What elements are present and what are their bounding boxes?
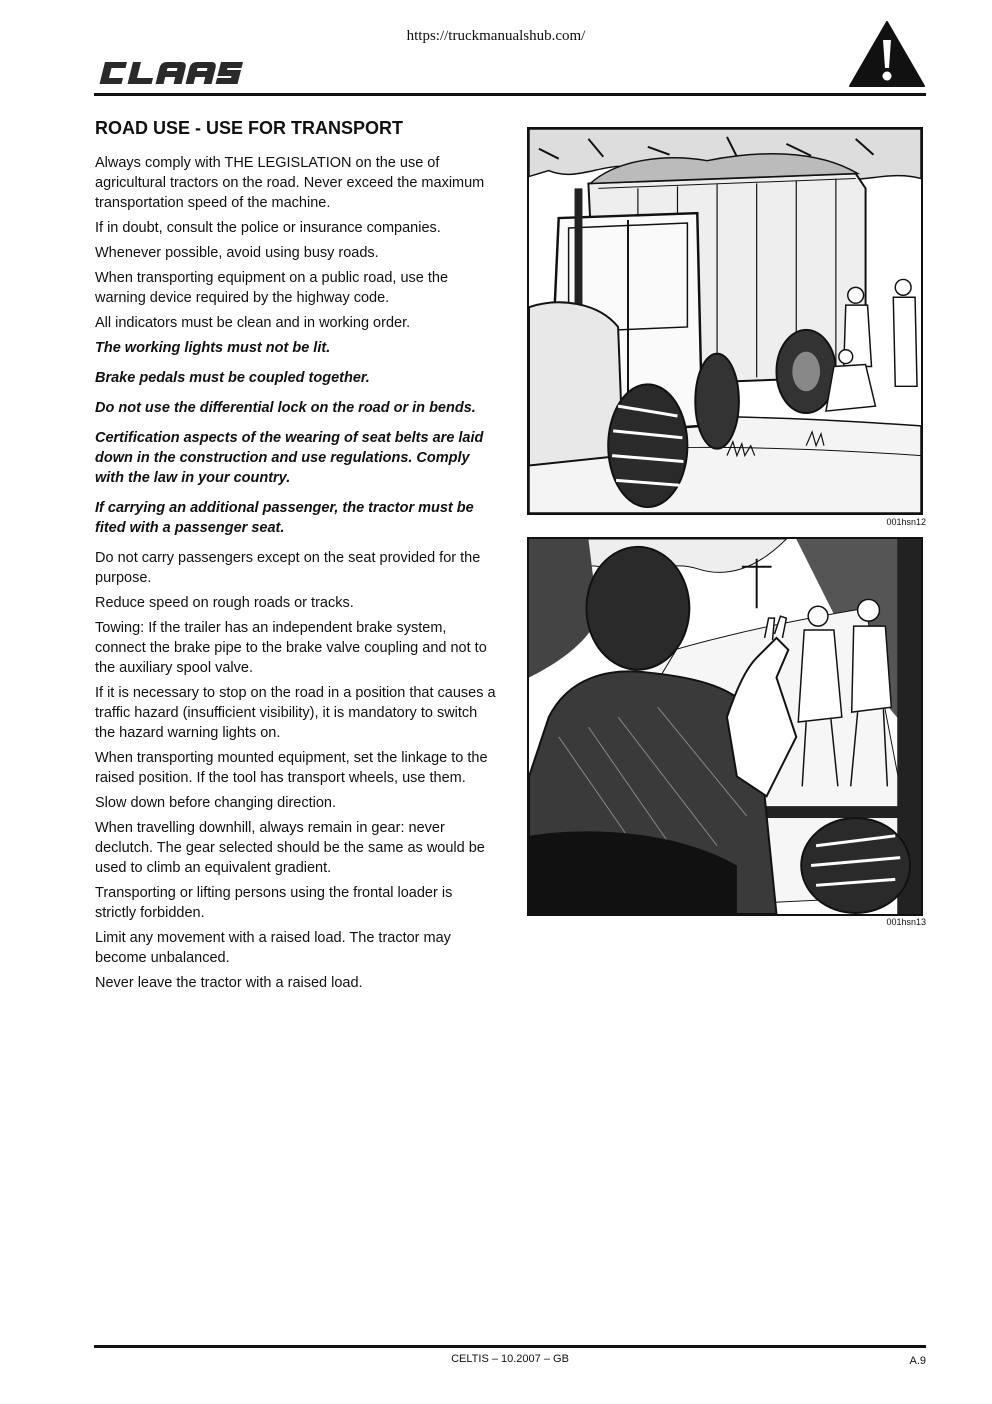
paragraph-legislation: Always comply with THE LEGISLATION on the use of agricultural tractors on the road. Never exceed the maximum transportation speed of the machine.	[95, 155, 485, 211]
header-rule	[94, 93, 926, 96]
illustration-tractor-trailer	[527, 127, 923, 515]
paragraph-consult: If in doubt, consult the police or insurance companies.	[95, 220, 441, 236]
warning-working-lights: The working lights must not be lit.	[95, 340, 331, 356]
section-title: ROAD USE - USE FOR TRANSPORT	[95, 118, 404, 138]
paragraph-slow-down: Slow down before changing direction.	[95, 795, 337, 811]
warning-brake-pedals: Brake pedals must be coupled together.	[95, 370, 370, 386]
paragraph-frontal-loader: Transporting or lifting persons using the frontal loader is strictly forbidden.	[95, 885, 453, 921]
paragraph-raised-load: Limit any movement with a raised load. The tractor may become unbalanced.	[95, 930, 451, 966]
page-number: A.9	[909, 1355, 926, 1367]
paragraph-towing: Towing: If the trailer has an independent brake system, connect the brake pipe to the brake valve coupling and not to the auxiliary spool valve.	[95, 620, 487, 676]
figure-caption: 001hsn13	[886, 917, 926, 927]
paragraph-passengers: Do not carry passengers except on the seat provided for the purpose.	[95, 550, 481, 586]
paragraph-mounted-equipment: When transporting mounted equipment, set the linkage to the raised position. If the tool has transport wheels, use them.	[95, 750, 488, 786]
paragraph-downhill: When travelling downhill, always remain in gear: never declutch. The gear selected should be the same as would be used to climb an equivalent gradient.	[95, 820, 485, 876]
illustration-driver-cab	[527, 537, 923, 916]
warning-triangle-icon	[848, 20, 926, 88]
paragraph-never-leave: Never leave the tractor with a raised load.	[95, 975, 363, 991]
paragraph-reduce-speed: Reduce speed on rough roads or tracks.	[95, 595, 354, 611]
paragraph-warning-device: When transporting equipment on a public road, use the warning device required by the highway code.	[95, 270, 449, 306]
body-text	[95, 153, 497, 998]
paragraph-busy-roads: Whenever possible, avoid using busy roads.	[95, 245, 379, 261]
source-url[interactable]: https://truckmanualshub.com/	[406, 28, 586, 44]
paragraph-hazard-lights: If it is necessary to stop on the road in a position that causes a traffic hazard (insufficient visibility), it is mandatory to switch the hazard warning lights on.	[95, 685, 496, 741]
claas-logo	[96, 58, 248, 88]
paragraph-indicators: All indicators must be clean and in working order.	[95, 315, 411, 331]
footer-rule	[94, 1345, 926, 1348]
figure-caption: 001hsn12	[886, 517, 926, 527]
warning-passenger-seat: If carrying an additional passenger, the tractor must be fited with a passenger seat.	[95, 500, 474, 536]
document-reference: CELTIS – 10.2007 – GB	[451, 1353, 569, 1365]
warning-differential-lock: Do not use the differential lock on the road or in bends.	[95, 400, 476, 416]
warning-seat-belts: Certification aspects of the wearing of seat belts are laid down in the construction and use regulations. Comply with the law in your country.	[95, 430, 484, 486]
